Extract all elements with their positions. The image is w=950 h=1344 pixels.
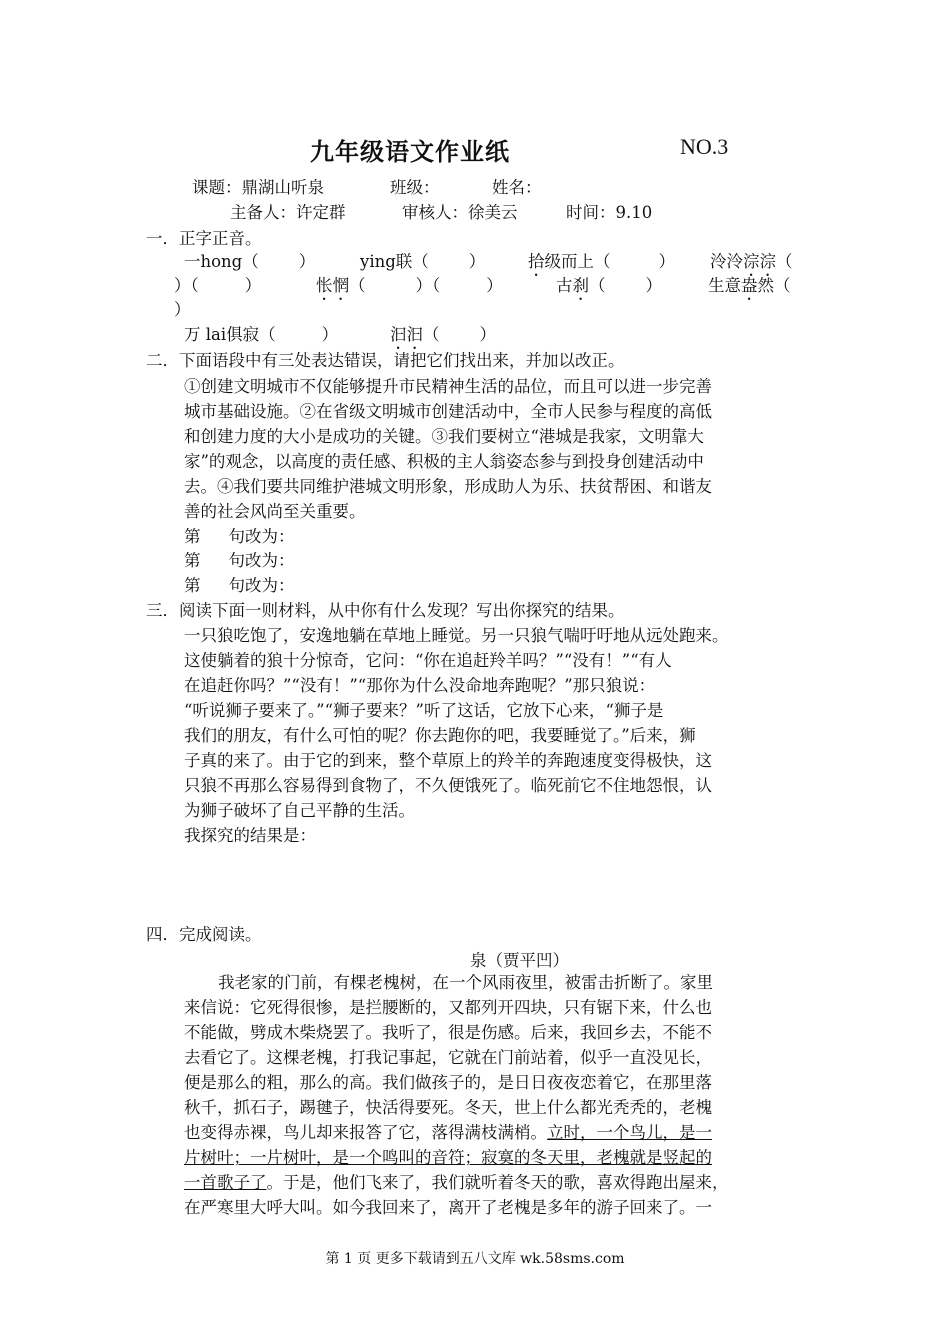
header-reviewer: 审核人：徐美云 [402,203,518,222]
result-label: 我探究的结果是： [184,826,316,845]
header-topic: 课题：鼎湖山听泉 [192,178,324,197]
section1-item-b: ying联（ ） [360,252,486,271]
passage-line: 我老家的门前，有棵老槐树，在一个风雨夜里，被雷击折断了。家里 [218,973,713,992]
section1-item-c: 拾级而上（ ） [528,252,675,271]
passage-line: ①创建文明城市不仅能够提升市民精神生活的品位，而且可以进一步完善 [184,377,712,396]
passage-line: “听说狮子要来了。”“狮子要来？”听了这话，它放下心来，“狮子是 [184,701,664,720]
passage-line: 便是那么的粗，那么的高。我们做孩子的，是日日夜夜恋着它，在那里落 [184,1073,712,1092]
section1-heading [146,227,262,251]
passage-line: 一只狼吃饱了，安逸地躺在草地上睡觉。另一只狼气喘吁吁地从远处跑来。 [184,626,729,645]
header-name: 姓名： [492,178,542,197]
page-number-label: NO.3 [680,134,729,159]
section-number: 四． [146,925,179,944]
passage-line: 为狮子破坏了自己平静的生活。 [184,801,415,820]
section1-item-f: 怅惘（ ）（ ） [316,276,503,295]
fix-line-2: 第 句改为： [184,551,295,570]
fix-line-3: 第 句改为： [184,576,295,595]
section1-item-j: 万 lai俱寂（ ） [184,325,339,344]
section1-item-h: 生意盎然（ [708,276,791,295]
passage-line: 我们的朋友，有什么可怕的呢？你去跑你的吧，我要睡觉了。”后来，狮 [184,726,696,745]
section1-item-k: 汩汩（ ） [390,325,496,344]
section-title: 完成阅读。 [179,925,262,944]
section2-passage [184,374,712,524]
passage-line: 一首歌子了。于是，他们飞来了，我们就听着冬天的歌，喜欢得跑出屋来， [184,1173,729,1192]
section4-heading [146,923,262,947]
section3-passage [184,623,729,848]
underlined-text: 一首歌子了 [184,1173,267,1192]
passage-line: 去。④我们要共同维护港城文明形象，形成助人为乐、扶贫帮困、和谐友 [184,477,712,496]
section2-heading [146,349,625,373]
passage-line: 这使躺着的狼十分惊奇，它问：“你在追赶羚羊吗？”“没有！”“有人 [184,651,672,670]
essay-title: 泉（贾平凹） [470,951,569,970]
header-preparer: 主备人：许定群 [230,203,346,222]
section1-item-a: 一hong（ ） [184,252,316,271]
section1-item-e: ）（ ） [174,276,262,295]
passage-line: 在追赶你吗？”“没有！”“那你为什么没命地奔跑呢？”那只狼说： [184,676,656,695]
header-time: 时间：9.10 [566,203,653,222]
passage-line: 和创建力度的大小是成功的关键。③我们要树立“港城是我家，文明靠大 [184,427,704,446]
passage-line: 子真的来了。由于它的到来，整个草原上的羚羊的奔跑速度变得极快，这 [184,751,712,770]
passage-line: 只狼不再那么容易得到食物了，不久便饿死了。临死前它不住地怨恨，认 [184,776,712,795]
passage-line: 城市基础设施。②在省级文明城市创建活动中，全市人民参与程度的高低 [184,402,712,421]
section3-heading [146,599,625,623]
header-class: 班级： [390,178,440,197]
passage-line: 也变得赤裸，鸟儿却来报答了它，落得满枝满梢。立时，一个鸟儿，是一 [184,1123,712,1142]
section-title: 下面语段中有三处表达错误，请把它们找出来，并加以改正。 [179,351,625,370]
underlined-text: 立时，一个鸟儿，是一 [547,1123,712,1142]
passage-line: 在严寒里大呼大叫。如今我回来了，离开了老槐是多年的游子回来了。一 [184,1198,712,1217]
passage-line: 家”的观念，以高度的责任感、积极的主人翁姿态参与到投身创建活动中 [184,452,704,471]
section-number: 二． [146,351,179,370]
passage-line: 不能做，劈成木柴烧罢了。我听了，很是伤感。后来，我回乡去，不能不 [184,1023,712,1042]
section-number: 三． [146,601,179,620]
passage-line: 来信说：它死得很惨，是拦腰断的，又都列开四块，只有锯下来，什么也 [184,998,712,1017]
section1-item-d: 泠泠淙淙（ [710,252,793,271]
section-title: 正字正音。 [179,229,262,248]
passage-line: 善的社会风尚至关重要。 [184,502,366,521]
section-number: 一． [146,229,179,248]
underlined-line: 片树叶；一片树叶，是一个鸣叫的音符；寂寞的冬天里，老槐就是竖起的 [184,1148,712,1167]
section1-item-g: 古刹（ ） [556,276,662,295]
section-title: 阅读下面一则材料，从中你有什么发现？写出你探究的结果。 [179,601,625,620]
fix-line-1: 第 句改为： [184,527,295,546]
passage-line: 秋千，抓石子，踢毽子，快活得要死。冬天，世上什么都光秃秃的，老槐 [184,1098,712,1117]
section1-item-i: ） [174,300,191,319]
page-title: 九年级语文作业纸 [310,137,510,166]
passage-line: 去看它了。这棵老槐，打我记事起，它就在门前站着，似乎一直没见长， [184,1048,712,1067]
section4-passage [184,970,729,1220]
page-footer: 第 1 页 更多下载请到五八文库 wk.58sms.com [325,1251,625,1267]
